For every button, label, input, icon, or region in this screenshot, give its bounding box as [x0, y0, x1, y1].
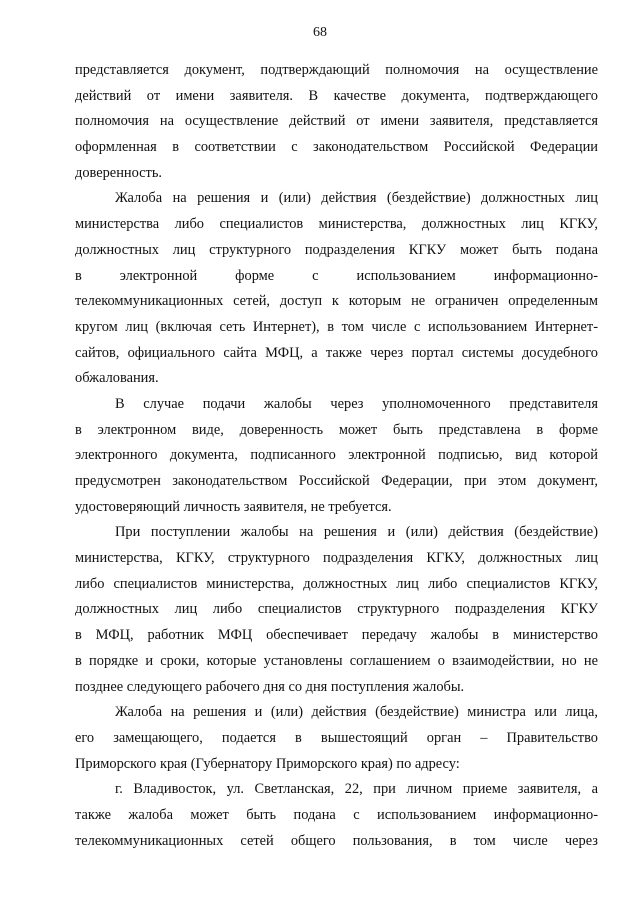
- paragraph: [75, 186, 598, 392]
- text-line: в порядке и сроки, которые установлены соглашением о взаимодействии, но не: [75, 652, 598, 669]
- text-line: При поступлении жалобы на решения и (или) действия (бездействие): [115, 524, 598, 541]
- text-line: министерства либо специалистов министерства, должностных лиц КГКУ,: [75, 216, 598, 233]
- text-line: электронного документа, подписанного электронной подписью, вид которой: [75, 447, 598, 464]
- text-line: сайтов, официального сайта МФЦ, а также через портал системы досудебного: [75, 344, 598, 361]
- text-line: телекоммуникационных сетей, доступ к которым не ограничен определенным: [75, 293, 598, 310]
- text-line: В случае подачи жалобы через уполномоченного представителя: [115, 395, 598, 412]
- text-line: в МФЦ, работник МФЦ обеспечивает передачу жалобы в министерство: [75, 627, 598, 644]
- text-line: доверенность.: [75, 164, 162, 181]
- text-line: удостоверяющий личность заявителя, не требуется.: [75, 498, 392, 515]
- text-line: предусмотрен законодательством Российской Федерации, при этом документ,: [75, 473, 598, 489]
- paragraph: [75, 520, 598, 700]
- text-line: также жалоба может быть подана с использованием информационно-: [75, 806, 598, 823]
- text-line: телекоммуникационных сетей общего пользования, в том числе через: [75, 832, 598, 849]
- text-line: обжалования.: [75, 370, 159, 387]
- paragraph: [75, 58, 598, 186]
- text-line: Приморского края (Губернатору Приморского края) по адресу:: [75, 755, 460, 772]
- text-line: его замещающего, подается в вышестоящий орган – Правительство: [75, 729, 598, 746]
- page-number: 68: [313, 25, 327, 40]
- text-line: Жалоба на решения и (или) действия (бездействие) министра или лица,: [115, 704, 598, 721]
- document-body: [75, 58, 598, 854]
- paragraph: [75, 700, 598, 777]
- text-line: полномочия на осуществление действий от имени заявителя, представляется: [75, 113, 598, 130]
- text-line: министерства, КГКУ, структурного подразделения КГКУ, должностных лиц: [75, 550, 598, 567]
- text-line: Жалоба на решения и (или) действия (бездействие) должностных лиц: [115, 190, 598, 207]
- text-line: в электронной форме с использованием информационно-: [75, 267, 598, 284]
- text-line: действий от имени заявителя. В качестве документа, подтверждающего: [75, 87, 598, 104]
- text-line: кругом лиц (включая сеть Интернет), в том числе с использованием Интернет-: [75, 318, 598, 335]
- text-line: позднее следующего рабочего дня со дня поступления жалобы.: [75, 678, 465, 695]
- text-line: в электронном виде, доверенность может быть представлена в форме: [75, 421, 598, 438]
- text-line: должностных лиц либо специалистов структурного подразделения КГКУ: [75, 601, 598, 618]
- text-line: оформленная в соответствии с законодательством Российской Федерации: [75, 139, 598, 156]
- text-line: должностных лиц структурного подразделения КГКУ может быть подана: [75, 241, 598, 258]
- paragraph: [75, 777, 598, 854]
- text-line: представляется документ, подтверждающий полномочия на осуществление: [75, 62, 598, 78]
- paragraph: [75, 392, 598, 520]
- text-line: г. Владивосток, ул. Светланская, 22, при личном приеме заявителя, а: [115, 781, 598, 798]
- text-line: либо специалистов министерства, должностных лиц либо специалистов КГКУ,: [75, 575, 598, 592]
